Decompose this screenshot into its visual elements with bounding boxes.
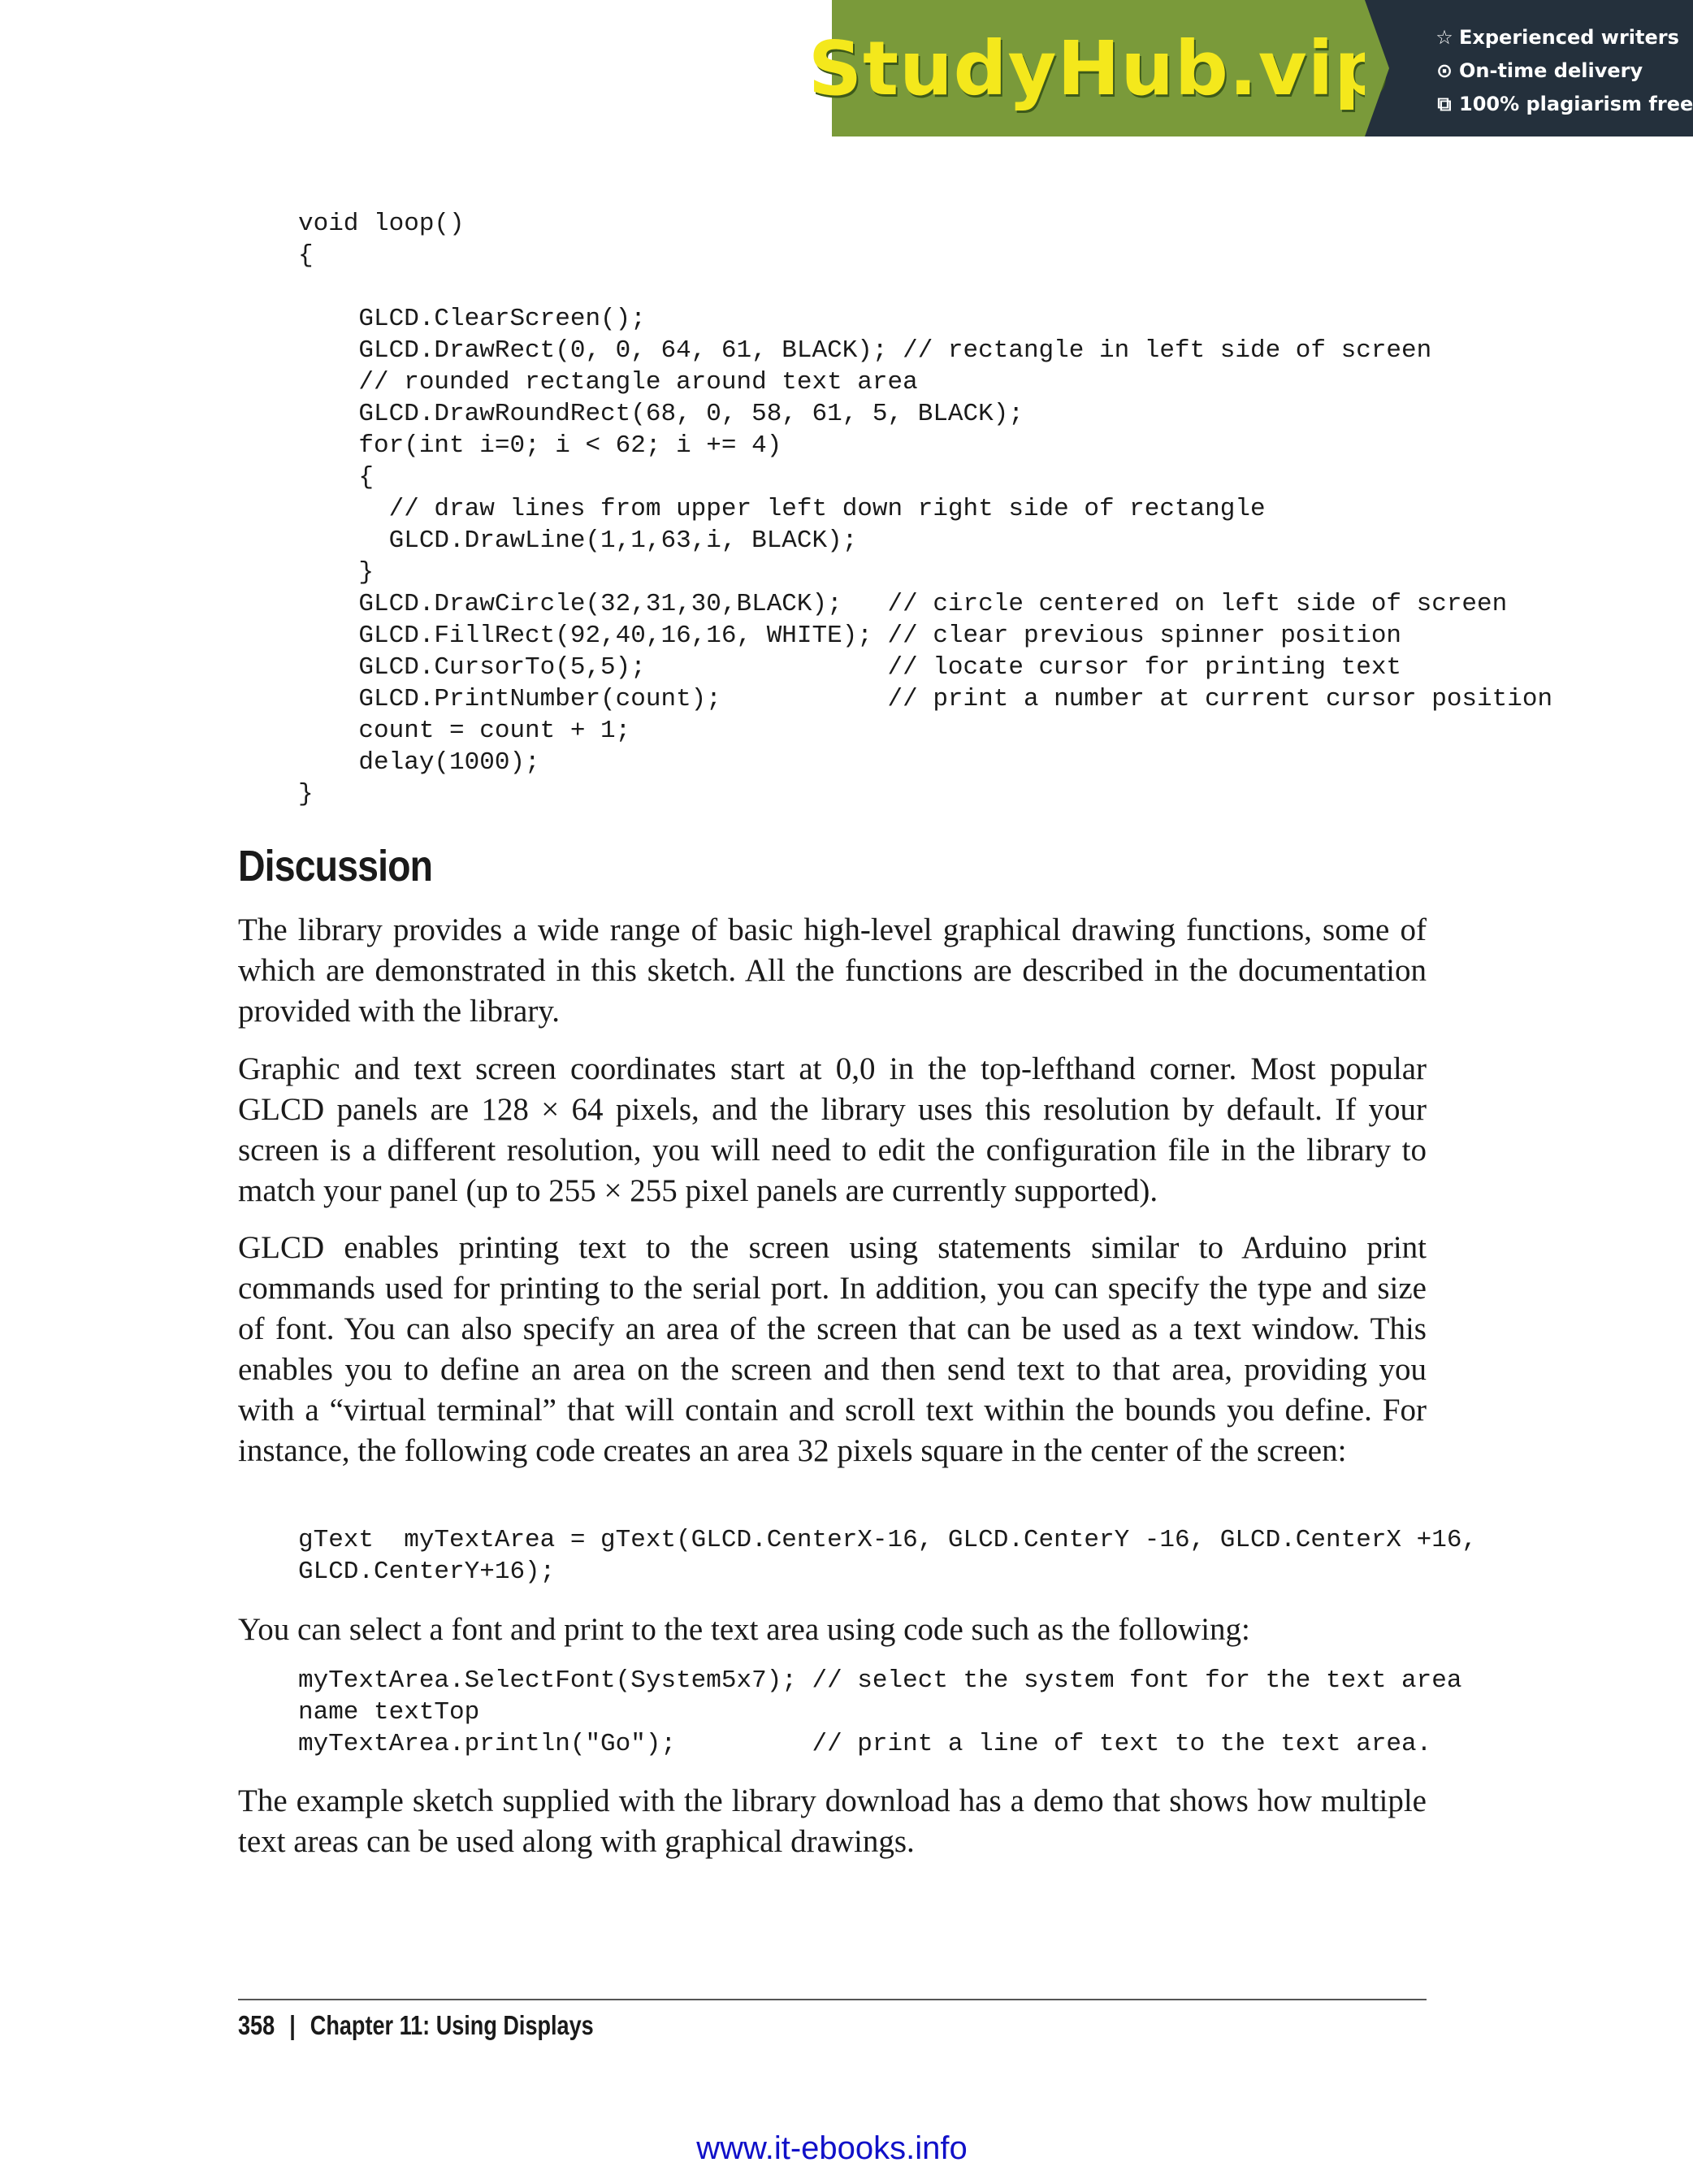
code-line: } bbox=[298, 780, 314, 808]
code-line: GLCD.DrawRect(0, 0, 64, 61, BLACK); // rectangle in left side of screen bbox=[298, 336, 1432, 365]
code-block-textarea bbox=[298, 1524, 1477, 1588]
code-line: GLCD.PrintNumber(count); // print a number at current cursor position bbox=[298, 685, 1553, 713]
code-line: for(int i=0; i < 62; i += 4) bbox=[298, 431, 782, 460]
feature-label: Experienced writers bbox=[1459, 26, 1679, 49]
code-line: GLCD.CenterY+16); bbox=[298, 1558, 556, 1586]
feature-on-time-delivery bbox=[1433, 54, 1693, 88]
paragraph-3: GLCD enables printing text to the screen using statements similar to Arduino print commands used for printing to the serial port. In addition, you can specify the type and size of font. You can also specify an area of the screen that can be used as a text window. This enables you to define an area on the screen and then send text to that area, providing you with a “virtual terminal” that will contain and scroll text within the bounds you define. For instance, the following code creates an area 32 pixels square in the center of the screen: bbox=[238, 1230, 1427, 1468]
code-line: GLCD.DrawRoundRect(68, 0, 58, 61, 5, BLACK); bbox=[298, 400, 1024, 428]
feature-label: 100% plagiarism free bbox=[1459, 93, 1693, 115]
feature-experienced-writers bbox=[1433, 21, 1693, 54]
footer-separator: | bbox=[289, 2010, 296, 2040]
code-line: delay(1000); bbox=[298, 748, 540, 777]
page-footer bbox=[238, 2010, 594, 2041]
banner-features bbox=[1365, 0, 1693, 136]
code-line: // rounded rectangle around text area bbox=[298, 368, 918, 396]
code-line: GLCD.FillRect(92,40,16,16, WHITE); // clear previous spinner position bbox=[298, 622, 1402, 650]
clock-icon: ⊙ bbox=[1435, 59, 1453, 82]
code-block-font bbox=[298, 1665, 1461, 1760]
watermark-link[interactable]: www.it-ebooks.info bbox=[696, 2130, 968, 2166]
code-line bbox=[298, 271, 1552, 303]
code-line: GLCD.CursorTo(5,5); // locate cursor for printing text bbox=[298, 653, 1402, 682]
code-line: GLCD.ClearScreen(); bbox=[298, 305, 646, 333]
code-line: GLCD.DrawCircle(32,31,30,BLACK); // circle centered on left side of screen bbox=[298, 590, 1508, 618]
code-line: myTextArea.println("Go"); // print a line of text to the text area. bbox=[298, 1730, 1432, 1758]
code-line: myTextArea.SelectFont(System5x7); // select the system font for the text area bbox=[298, 1666, 1462, 1695]
logo-text: StudyHub.vip bbox=[808, 24, 1389, 112]
footer-rule bbox=[238, 1999, 1427, 2000]
chapter-title: Chapter 11: Using Displays bbox=[310, 2010, 594, 2040]
code-line: name textTop bbox=[298, 1698, 480, 1727]
paragraph-2: Graphic and text screen coordinates start at 0,0 in the top-lefthand corner. Most popular GLCD panels are 128 × 64 pixels, and the library uses this resolution by default. If your screen is a different resolution, you will need to edit the configuration file in the library to match your panel (up to 255 × 255 pixel panels are currently supported). bbox=[238, 1051, 1427, 1208]
code-block-loop bbox=[298, 208, 1552, 810]
code-line: gText myTextArea = gText(GLCD.CenterX-16, GLCD.CenterY -16, GLCD.CenterX +16, bbox=[298, 1526, 1478, 1554]
studyhub-logo[interactable] bbox=[808, 0, 1389, 136]
feature-plagiarism-free bbox=[1433, 88, 1693, 121]
star-icon: ☆ bbox=[1435, 26, 1453, 49]
paragraph-4: You can select a font and print to the text area using code such as the following: bbox=[238, 1612, 1250, 1647]
paragraph-1: The library provides a wide range of basic high-level graphical drawing functions, some of which are demonstrated in this sketch. All the functions are described in the documentation provided with the library. bbox=[238, 912, 1427, 1029]
code-line: { bbox=[298, 241, 314, 270]
code-line: // draw lines from upper left down right side of rectangle bbox=[298, 495, 1266, 523]
code-line: void loop() bbox=[298, 210, 465, 238]
feature-label: On-time delivery bbox=[1459, 59, 1643, 82]
paragraph-5: The example sketch supplied with the library download has a demo that shows how multiple text areas can be used along with graphical drawings. bbox=[238, 1783, 1427, 1859]
copy-icon: ⧉ bbox=[1437, 93, 1452, 115]
page-number: 358 bbox=[238, 2010, 275, 2040]
code-line: count = count + 1; bbox=[298, 717, 631, 745]
code-line: GLCD.DrawLine(1,1,63,i, BLACK); bbox=[298, 526, 858, 555]
code-line: } bbox=[298, 558, 375, 587]
section-heading: Discussion bbox=[238, 842, 433, 890]
studyhub-banner[interactable] bbox=[808, 0, 1693, 136]
code-line: { bbox=[298, 463, 375, 492]
